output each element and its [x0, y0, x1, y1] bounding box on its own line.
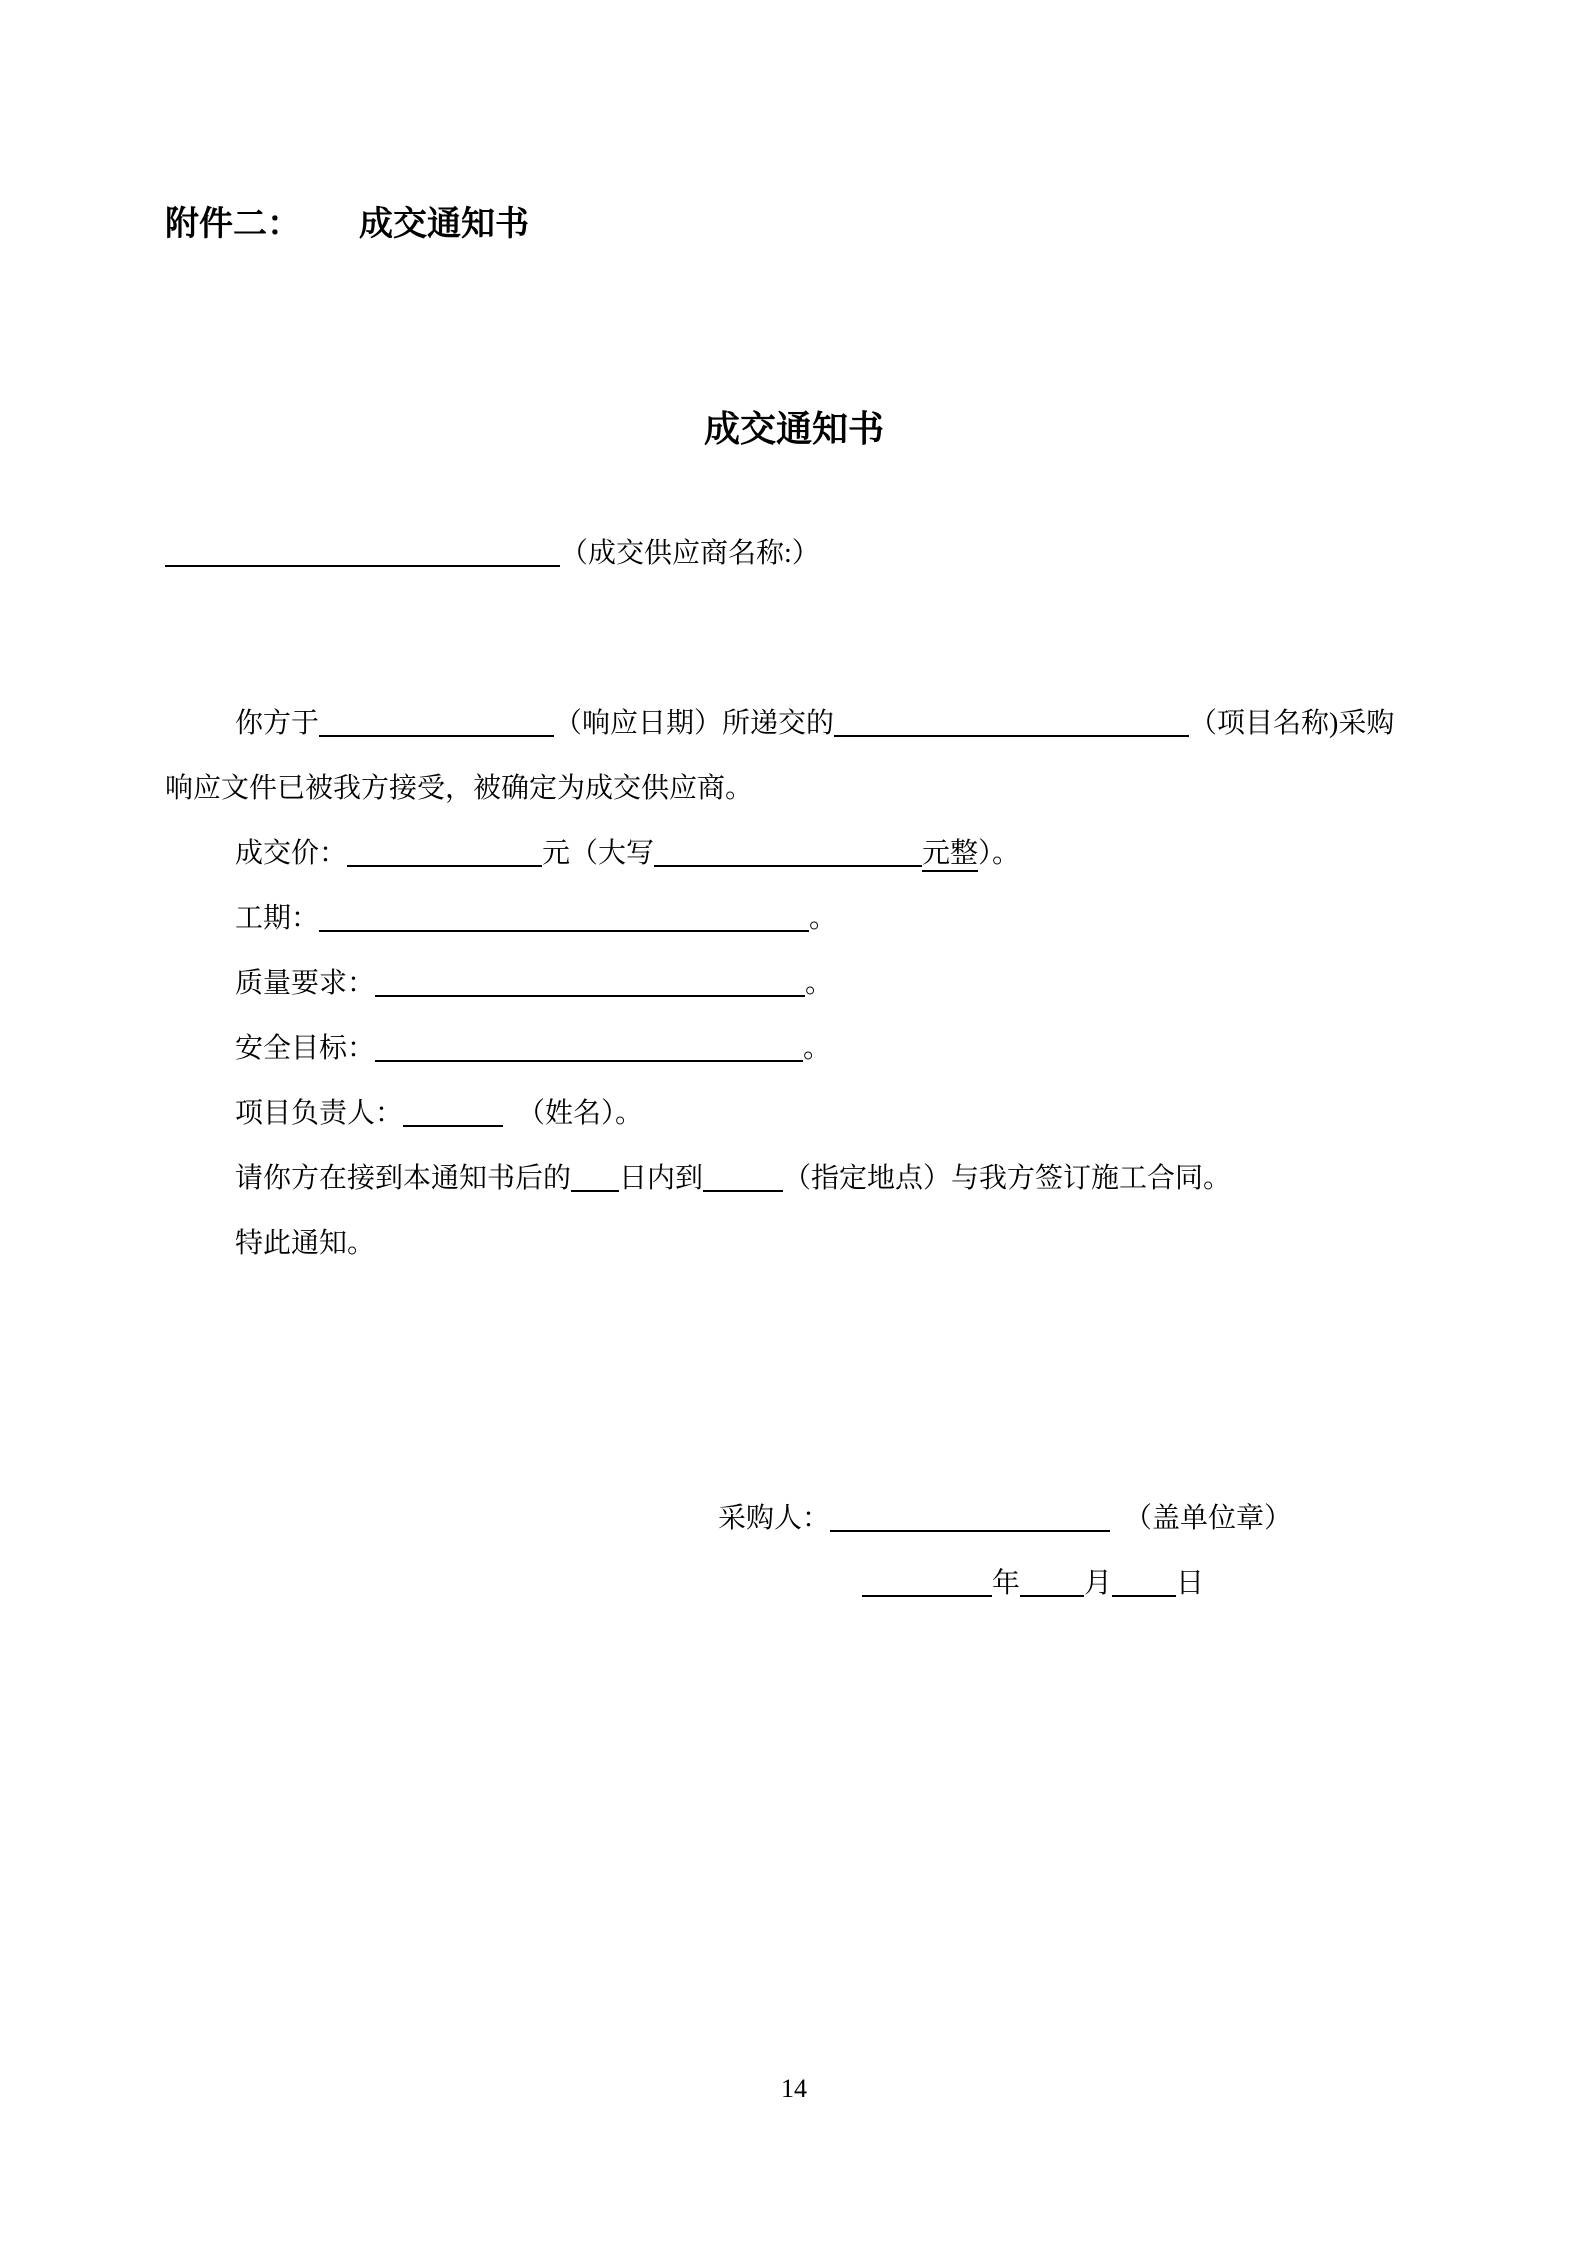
quality-label: 质量要求：: [235, 968, 376, 999]
sign-contract-line: [235, 1158, 1231, 1200]
price-text2: 元（大写: [542, 838, 655, 869]
seal-note: （盖单位章）: [1124, 1503, 1293, 1534]
date-line: [862, 1563, 1204, 1605]
notice-line: 特此通知。: [235, 1228, 376, 1259]
year-label: 年: [992, 1568, 1021, 1599]
price-words-blank: [654, 865, 922, 867]
safety-period: 。: [803, 1033, 832, 1064]
page-number: 14: [781, 2074, 807, 2103]
price-line: [235, 833, 1020, 875]
response-date-blank: [319, 735, 554, 737]
supplier-line: [165, 533, 820, 575]
manager-name-blank: [403, 1125, 503, 1127]
duration-label: 工期：: [235, 903, 320, 934]
supplier-line-suffix: （成交供应商名称:）: [560, 538, 820, 569]
purchaser-blank: [830, 1530, 1110, 1532]
sign-text3: （指定地点）与我方签订施工合同。: [783, 1163, 1232, 1194]
manager-line: [235, 1093, 643, 1135]
safety-blank: [375, 1060, 803, 1062]
attachment-heading: [165, 203, 529, 245]
quality-period: 。: [805, 968, 834, 999]
manager-label: 项目负责人：: [235, 1098, 404, 1129]
month-blank: [1020, 1595, 1084, 1597]
page-title: 成交通知书: [703, 408, 884, 449]
location-blank: [703, 1190, 783, 1192]
price-text4: ）。: [978, 838, 1021, 869]
safety-line: [235, 1028, 831, 1070]
price-yuan-text: 元整: [922, 838, 978, 872]
project-name-blank: [834, 735, 1189, 737]
purchaser-line: [718, 1498, 1292, 1540]
supplier-name-blank: [165, 565, 560, 567]
price-amount-blank: [347, 865, 542, 867]
sign-text2: 日内到: [619, 1163, 704, 1194]
attachment-heading-title: 成交通知书: [359, 205, 529, 243]
quality-line: [235, 963, 833, 1005]
attachment-label: 附件二：: [165, 205, 301, 243]
duration-period: 。: [809, 903, 838, 934]
day-label: 日: [1176, 1568, 1205, 1599]
duration-blank: [319, 930, 809, 932]
duration-line: [235, 898, 837, 940]
paragraph-line-2: 响应文件已被我方接受，被确定为成交供应商。: [165, 773, 754, 804]
paragraph-line-1: [235, 703, 1394, 745]
sign-text1: 请你方在接到本通知书后的: [235, 1163, 572, 1194]
days-blank: [571, 1190, 619, 1192]
safety-label: 安全目标：: [235, 1033, 376, 1064]
manager-text2: （姓名）。: [517, 1098, 644, 1129]
year-blank: [862, 1595, 992, 1597]
para1-text2: （响应日期）所递交的: [554, 708, 835, 739]
purchaser-label: 采购人：: [718, 1503, 831, 1534]
quality-blank: [375, 995, 805, 997]
day-blank: [1112, 1595, 1176, 1597]
month-label: 月: [1084, 1568, 1113, 1599]
price-label: 成交价：: [235, 838, 348, 869]
para1-text3: （项目名称)采购: [1189, 708, 1395, 739]
para1-text1: 你方于: [235, 708, 320, 739]
